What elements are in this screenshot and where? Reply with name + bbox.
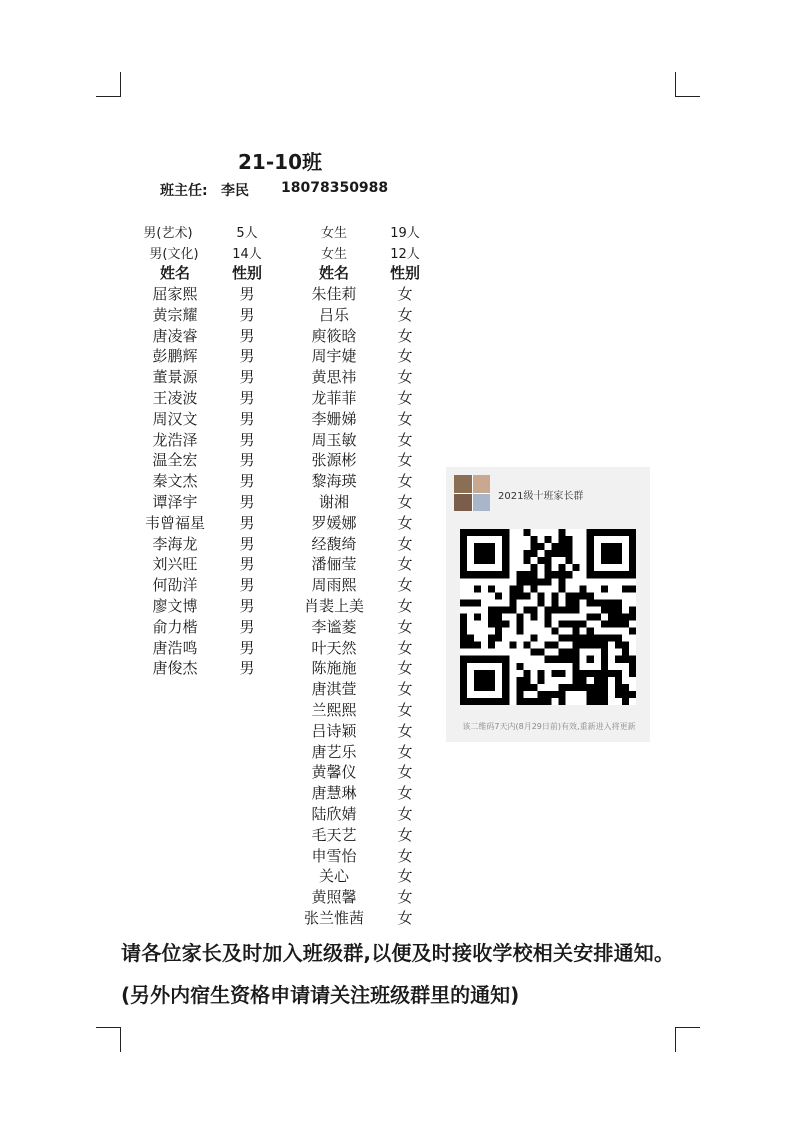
- column-header-name: 姓名: [159, 264, 190, 282]
- student-gender: 女: [397, 285, 413, 303]
- student-name: 谢湘: [318, 493, 349, 511]
- student-gender: 女: [397, 742, 413, 761]
- student-gender: 女: [397, 617, 413, 636]
- summary-girls-count: 19人: [390, 226, 420, 241]
- crop-mark-top-right: [675, 72, 700, 97]
- column-header-name: 姓名: [318, 264, 349, 282]
- qr-validity-caption: 该二维码7天内(8月29日前)有效,重新进入将更新: [462, 722, 636, 731]
- student-gender: 男: [239, 472, 255, 491]
- student-gender: 女: [397, 909, 413, 927]
- student-name: 陆欣婧: [311, 805, 357, 823]
- student-gender: 男: [239, 409, 255, 428]
- student-gender: 男: [239, 285, 255, 303]
- student-name: 肖裴上美: [303, 597, 364, 615]
- student-gender: 男: [239, 368, 255, 387]
- student-gender: 女: [397, 368, 413, 387]
- student-gender: 男: [239, 659, 255, 678]
- student-gender: 女: [397, 326, 413, 345]
- qr-code: [460, 529, 636, 705]
- group-name: 2021级十班家长群: [498, 491, 584, 502]
- student-name: 陈施施: [311, 659, 357, 678]
- summary-boys-culture-count: 14人: [232, 247, 262, 262]
- student-name: 唐艺乐: [311, 742, 357, 761]
- student-gender: 女: [397, 825, 413, 844]
- student-name: 叶天然: [311, 638, 357, 657]
- crop-mark-top-left: [96, 72, 121, 97]
- student-name: 龙菲菲: [311, 389, 357, 407]
- student-name: 刘兴旺: [152, 555, 198, 574]
- class-title: 21-10班: [238, 150, 322, 174]
- student-gender: 女: [397, 721, 413, 740]
- summary-girls-count: 12人: [390, 247, 420, 262]
- student-name: 温全宏: [152, 451, 198, 470]
- student-name: 唐慧琳: [311, 784, 357, 803]
- student-gender: 女: [397, 430, 413, 449]
- student-gender: 女: [397, 597, 413, 615]
- student-name: 屈家熙: [152, 285, 198, 303]
- student-gender: 男: [239, 326, 255, 345]
- student-name: 经馥绮: [311, 534, 357, 553]
- student-name: 黄馨仪: [311, 763, 357, 782]
- student-gender: 女: [397, 888, 413, 907]
- student-gender: 女: [397, 701, 413, 719]
- group-avatar: [454, 475, 490, 511]
- student-gender: 女: [397, 805, 413, 823]
- student-name: 李海龙: [152, 534, 198, 553]
- student-name: 申雪怡: [311, 846, 357, 865]
- student-name: 朱佳莉: [311, 285, 357, 303]
- join-group-notice: 请各位家长及时加入班级群,以便及时接收学校相关安排通知。: [121, 941, 675, 965]
- student-name: 何劭洋: [152, 576, 198, 595]
- student-gender: 女: [397, 680, 413, 699]
- student-gender: 男: [239, 347, 255, 366]
- student-gender: 女: [397, 347, 413, 366]
- crop-mark-bottom-right: [675, 1027, 700, 1052]
- student-name: 张兰惟茜: [303, 909, 364, 927]
- student-name: 黄照馨: [311, 888, 357, 907]
- student-gender: 男: [239, 576, 255, 595]
- student-name: 李谧菱: [311, 617, 357, 636]
- student-gender: 女: [397, 305, 413, 324]
- student-gender: 女: [397, 659, 413, 678]
- crop-mark-bottom-left: [96, 1027, 121, 1052]
- head-teacher-label: 班主任:: [160, 183, 208, 199]
- student-name: 韦曾福星: [144, 513, 205, 532]
- student-gender: 女: [397, 389, 413, 407]
- student-gender: 女: [397, 638, 413, 657]
- column-header-gender: 性别: [389, 264, 420, 282]
- student-gender: 女: [397, 846, 413, 865]
- student-gender: 女: [397, 763, 413, 782]
- student-gender: 女: [397, 576, 413, 595]
- student-name: 黎海瑛: [311, 472, 357, 491]
- summary-boys-culture-label: 男(文化): [149, 247, 199, 262]
- student-gender: 女: [397, 555, 413, 574]
- student-name: 秦文杰: [152, 472, 198, 491]
- student-gender: 女: [397, 493, 413, 511]
- student-gender: 男: [239, 389, 255, 407]
- student-gender: 男: [239, 493, 255, 511]
- summary-boys-art-count: 5人: [236, 226, 258, 241]
- student-name: 吕乐: [318, 305, 349, 324]
- student-name: 廖文博: [152, 597, 198, 615]
- student-name: 周玉敏: [311, 430, 357, 449]
- student-name: 吕诗颖: [311, 721, 357, 740]
- student-name: 潘俪莹: [311, 555, 357, 574]
- student-name: 谭泽宇: [152, 493, 198, 511]
- student-gender: 女: [397, 451, 413, 470]
- student-gender: 男: [239, 451, 255, 470]
- student-gender: 女: [397, 867, 413, 886]
- student-name: 周汉文: [152, 409, 198, 428]
- student-name: 唐淇萱: [311, 680, 357, 699]
- student-name: 黄思祎: [311, 368, 357, 387]
- student-name: 董景源: [152, 368, 198, 387]
- student-name: 唐凌睿: [152, 326, 198, 345]
- student-name: 庾筱晗: [311, 326, 357, 345]
- student-name: 李姗娣: [311, 409, 357, 428]
- student-name: 兰熙熙: [311, 701, 357, 719]
- student-name: 王凌波: [152, 389, 198, 407]
- student-name: 黄宗耀: [152, 305, 198, 324]
- head-teacher-name: 李民: [221, 183, 249, 199]
- student-gender: 男: [239, 305, 255, 324]
- student-gender: 男: [239, 617, 255, 636]
- student-name: 罗媛娜: [311, 513, 357, 532]
- student-name: 周宇婕: [311, 347, 357, 366]
- student-gender: 男: [239, 597, 255, 615]
- student-gender: 女: [397, 472, 413, 491]
- wechat-group-qr-card: [446, 467, 650, 742]
- student-name: 毛天艺: [311, 825, 357, 844]
- student-name: 周雨熙: [311, 576, 357, 595]
- student-gender: 男: [239, 555, 255, 574]
- student-name: 彭鹏辉: [152, 347, 198, 366]
- column-header-gender: 性别: [231, 264, 262, 282]
- student-gender: 男: [239, 638, 255, 657]
- student-name: 张源彬: [311, 451, 357, 470]
- student-gender: 男: [239, 513, 255, 532]
- student-name: 唐俊杰: [152, 659, 198, 678]
- head-teacher-phone: 18078350988: [281, 180, 389, 196]
- student-gender: 女: [397, 534, 413, 553]
- student-gender: 女: [397, 513, 413, 532]
- summary-girls-label: 女生: [320, 247, 347, 262]
- summary-boys-art-label: 男(艺术): [143, 226, 193, 241]
- student-gender: 女: [397, 784, 413, 803]
- student-gender: 男: [239, 430, 255, 449]
- student-name: 龙浩泽: [152, 430, 198, 449]
- student-gender: 男: [239, 534, 255, 553]
- student-gender: 女: [397, 409, 413, 428]
- student-name: 唐浩鸣: [152, 638, 198, 657]
- summary-girls-label: 女生: [320, 226, 347, 241]
- student-name: 关心: [318, 867, 349, 886]
- student-name: 俞力楷: [152, 617, 198, 636]
- boarding-notice: (另外内宿生资格申请请关注班级群里的通知): [121, 983, 520, 1007]
